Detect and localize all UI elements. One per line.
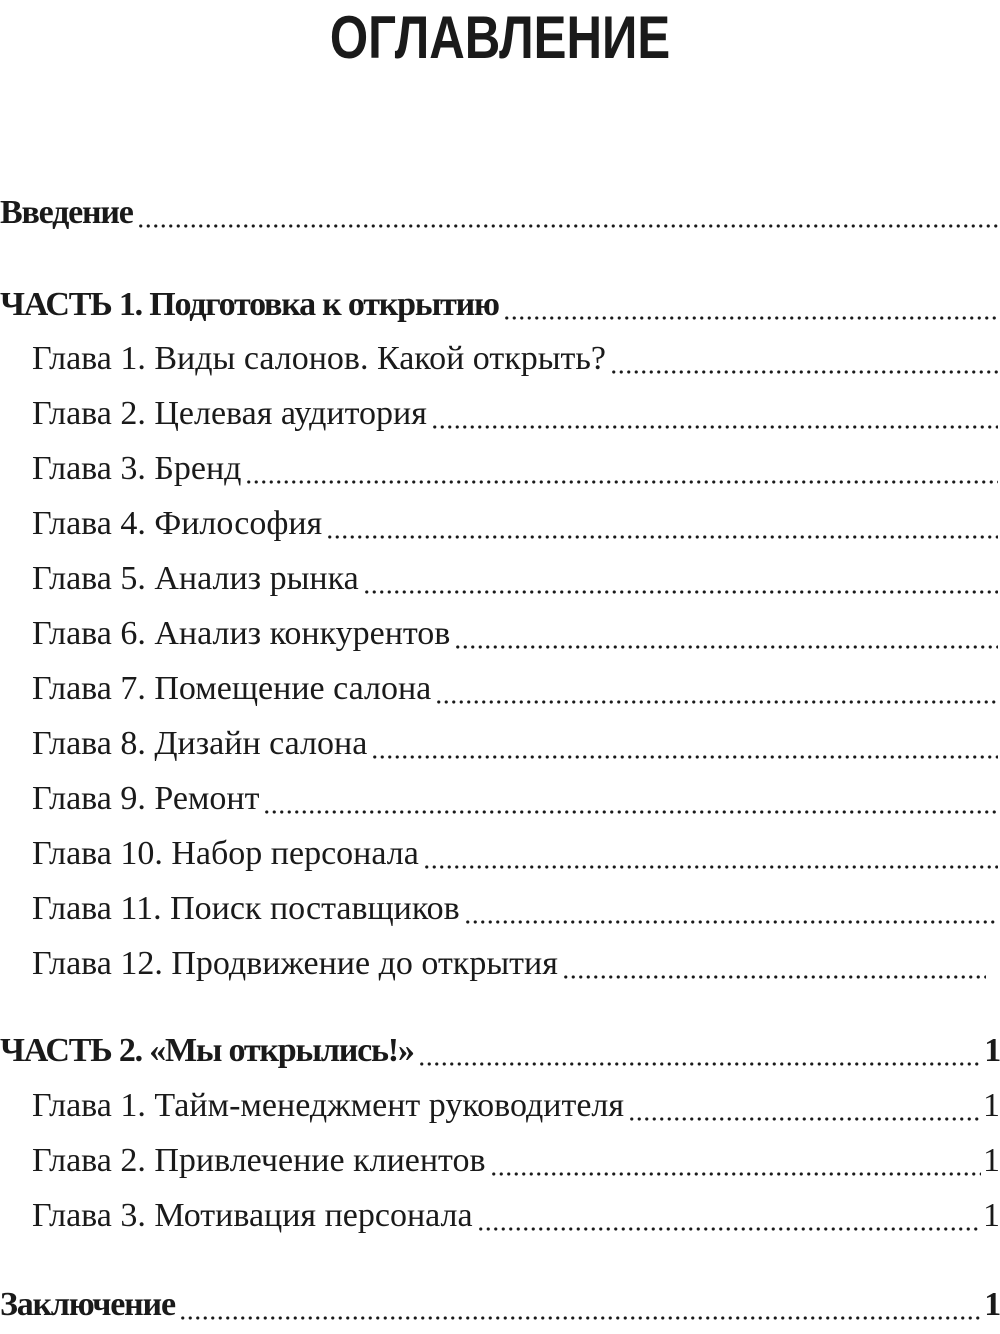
toc-entry-label: Глава 4. Философия — [32, 505, 323, 542]
dot-leader — [363, 587, 998, 597]
toc-entry-label: Глава 9. Ремонт — [32, 780, 260, 817]
toc-entry-label: ЧАСТЬ 2. «Мы открылись!» — [0, 1032, 414, 1069]
toc-entry-chapter[interactable] — [0, 505, 1000, 553]
toc-entry-label: Глава 1. Виды салонов. Какой открыть? — [32, 340, 607, 377]
toc-entry-label: Глава 6. Анализ конкурентов — [32, 615, 451, 652]
dot-leader — [263, 807, 998, 817]
dot-leader — [418, 1059, 982, 1069]
toc-entry-page: 1 — [984, 1032, 1000, 1069]
toc-entry-part-2[interactable] — [0, 1032, 1000, 1080]
toc-entry-chapter[interactable] — [0, 945, 988, 993]
toc-entry-label: Глава 8. Дизайн салона — [32, 725, 368, 762]
dot-leader — [137, 221, 998, 231]
dot-leader — [477, 1224, 981, 1234]
toc-entry-label: Глава 12. Продвижение до открытия — [32, 945, 558, 982]
toc-entry-label: Заключение — [0, 1286, 175, 1323]
toc-entry-page: 1 — [983, 1087, 1000, 1124]
toc-entry-chapter[interactable] — [0, 450, 1000, 498]
dot-leader — [435, 697, 998, 707]
dot-leader — [610, 367, 998, 377]
toc-entry-label: Глава 2. Целевая аудитория — [32, 395, 427, 432]
toc-entry-chapter[interactable] — [0, 780, 1000, 828]
toc-entry-label: Введение — [0, 194, 133, 231]
toc-entry-chapter[interactable] — [0, 340, 1000, 388]
dot-leader — [503, 313, 998, 323]
dot-leader — [431, 422, 998, 432]
toc-entry-page: 1 — [983, 1197, 1000, 1234]
toc-entry-chapter[interactable] — [0, 560, 1000, 608]
toc-entry-conclusion[interactable] — [0, 1286, 1000, 1334]
toc-entry-page: 1 — [984, 1286, 1000, 1323]
dot-leader — [245, 477, 998, 487]
dot-leader — [423, 862, 998, 872]
dot-leader — [490, 1169, 981, 1179]
toc-entry-chapter[interactable] — [0, 890, 1000, 938]
page-title: ОГЛАВЛЕНИЕ — [329, 4, 671, 71]
toc-entry-label: Глава 3. Бренд — [32, 450, 242, 487]
toc-entry-label: Глава 10. Набор персонала — [32, 835, 419, 872]
toc-entry-chapter[interactable] — [0, 1197, 1000, 1245]
dot-leader — [179, 1313, 982, 1323]
dot-leader — [371, 752, 998, 762]
toc-entry-introduction[interactable] — [0, 194, 1000, 242]
toc-entry-part-1[interactable] — [0, 286, 1000, 334]
toc-entry-chapter[interactable] — [0, 1087, 1000, 1135]
dot-leader — [464, 917, 998, 927]
toc-entry-label: Глава 2. Привлечение клиентов — [32, 1142, 486, 1179]
toc-entry-chapter[interactable] — [0, 670, 1000, 718]
toc-entry-label: ЧАСТЬ 1. Подготовка к открытию — [0, 286, 499, 323]
toc-entry-chapter[interactable] — [0, 835, 1000, 883]
toc-entry-chapter[interactable] — [0, 725, 1000, 773]
toc-entry-label: Глава 7. Помещение салона — [32, 670, 432, 707]
dot-leader — [326, 532, 998, 542]
toc-entry-label: Глава 11. Поиск поставщиков — [32, 890, 460, 927]
toc-entry-label: Глава 3. Мотивация персонала — [32, 1197, 473, 1234]
dot-leader — [562, 972, 986, 982]
toc-entry-chapter[interactable] — [0, 615, 1000, 663]
toc-entry-label: Глава 5. Анализ рынка — [32, 560, 359, 597]
toc-entry-label: Глава 1. Тайм-менеджмент руководителя — [32, 1087, 625, 1124]
toc-entry-chapter[interactable] — [0, 1142, 1000, 1190]
dot-leader — [454, 642, 998, 652]
dot-leader — [628, 1114, 981, 1124]
toc-entry-page: 1 — [983, 1142, 1000, 1179]
toc-entry-chapter[interactable] — [0, 395, 1000, 443]
